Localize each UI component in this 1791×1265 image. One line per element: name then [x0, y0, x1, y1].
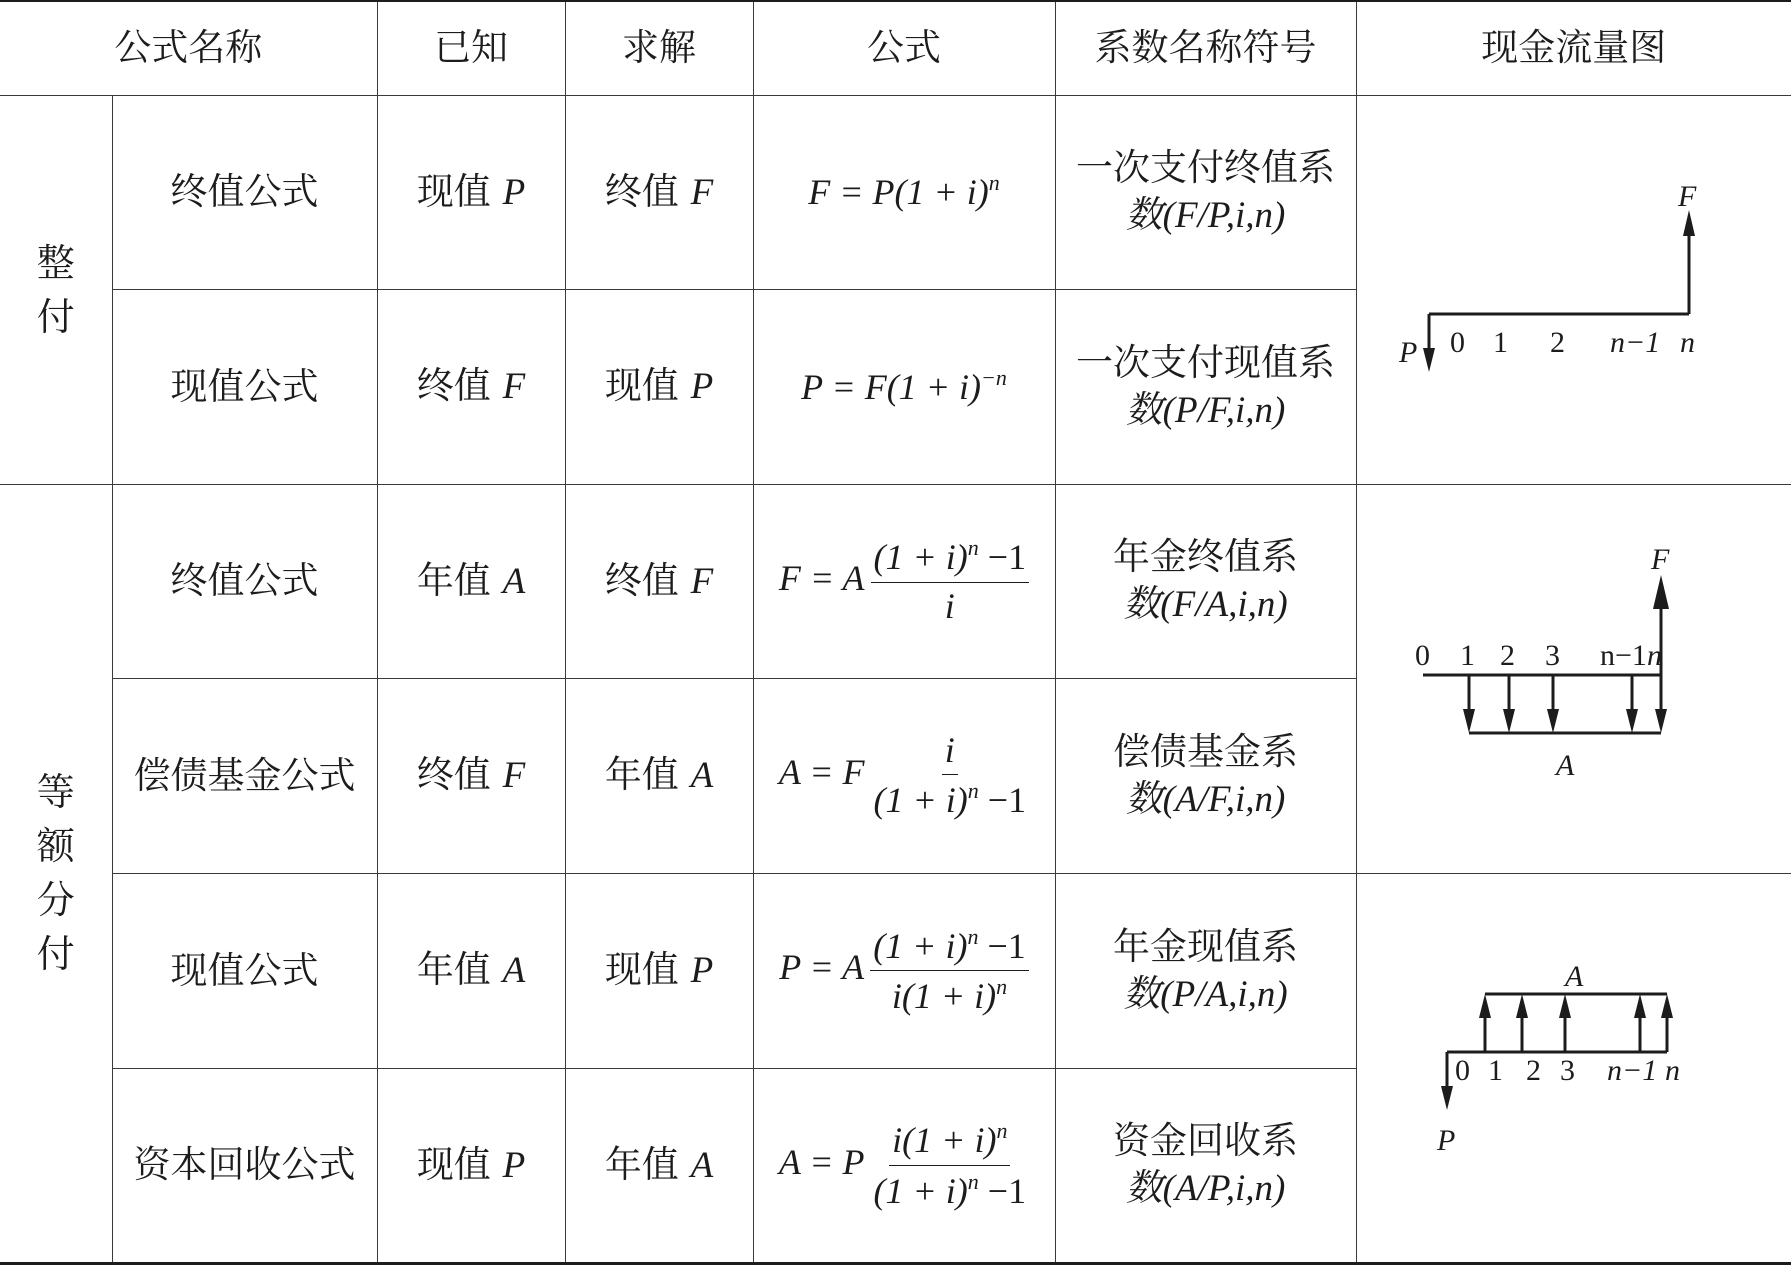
label-bottom: A — [1554, 749, 1575, 782]
header-name: 公式名称 — [0, 1, 377, 95]
tick-label: 3 — [1560, 1054, 1575, 1087]
tick-label: n — [1647, 639, 1662, 672]
cashflow-cell-2 — [1356, 484, 1791, 873]
arrowhead-down-icon — [1463, 709, 1667, 733]
tick-label: 0 — [1415, 639, 1430, 672]
row-name: 终值公式 — [112, 95, 377, 290]
tick-label: 3 — [1545, 639, 1560, 672]
arrowhead-up-icon — [1479, 994, 1673, 1018]
cashflow-cell-1 — [1356, 95, 1791, 484]
arrowhead-up-icon — [1683, 210, 1695, 236]
label-top: F — [1650, 543, 1670, 576]
row-name: 终值公式 — [112, 484, 377, 679]
row-solve: 现值 P — [565, 873, 753, 1068]
tick-label: n−1 — [1610, 326, 1660, 359]
tick-label: 1 — [1460, 639, 1475, 672]
header-known: 已知 — [377, 1, 565, 95]
row-name: 偿债基金公式 — [112, 679, 377, 874]
tick-label: 2 — [1526, 1054, 1541, 1087]
row-solve: 年值 A — [565, 1068, 753, 1263]
table-row — [0, 873, 1791, 1068]
header-row — [0, 1, 1791, 95]
label-top: F — [1677, 180, 1697, 213]
formula-cell: $F = P(1 + i)^n$ — [753, 95, 1055, 290]
group-equal: 等 额 分 付 — [0, 484, 112, 1263]
row-known: 终值 F — [377, 679, 565, 874]
formula-cell: $P = F(1 + i)^{-n}$ — [753, 290, 1055, 485]
tick-label: n — [1665, 1054, 1680, 1087]
coef-cell: 年金现值系 数(P/A,i,n) — [1055, 873, 1356, 1068]
row-known: 年值 A — [377, 873, 565, 1068]
row-solve: 现值 P — [565, 290, 753, 485]
label-top: A — [1563, 960, 1584, 993]
header-cashflow: 现金流量图 — [1356, 1, 1791, 95]
arrowhead-down-icon — [1441, 1086, 1453, 1110]
formula-cell: A = F $\frac{i}{(1 + i)^n -1}$ — [753, 679, 1055, 874]
tick-label: 0 — [1450, 326, 1465, 359]
formula-cell: F = A $\frac{(1 + i)^n -1}{i}$ — [753, 484, 1055, 679]
tick-label: 2 — [1550, 326, 1565, 359]
formula-cell: P = A $\frac{(1 + i)^n -1}{i(1 + i)^n}$ — [753, 873, 1055, 1068]
header-formula: 公式 — [753, 1, 1055, 95]
formula-cell: A = P $\frac{i(1 + i)^n}{(1 + i)^n -1}$ — [753, 1068, 1055, 1263]
header-coef: 系数名称符号 — [1055, 1, 1356, 95]
row-solve: 年值 A — [565, 679, 753, 874]
label-bottom: P — [1436, 1124, 1455, 1157]
row-name: 资本回收公式 — [112, 1068, 377, 1263]
coef-cell: 偿债基金系 数(A/F,i,n) — [1055, 679, 1356, 874]
tick-label: n — [1680, 326, 1695, 359]
tick-label: 0 — [1455, 1054, 1470, 1087]
tick-label: n−1 — [1607, 1054, 1657, 1087]
arrowhead-down-icon — [1423, 348, 1435, 372]
row-known: 现值 P — [377, 1068, 565, 1263]
row-name: 现值公式 — [112, 873, 377, 1068]
coef-cell: 资金回收系 数(A/P,i,n) — [1055, 1068, 1356, 1263]
coef-cell: 年金终值系 数(F/A,i,n) — [1055, 484, 1356, 679]
arrowhead-up-icon — [1653, 575, 1669, 609]
group-lump-sum: 整 付 — [0, 95, 112, 484]
header-solve: 求解 — [565, 1, 753, 95]
label-bottom: P — [1398, 336, 1417, 369]
row-solve: 终值 F — [565, 95, 753, 290]
cashflow-diagram-sinking-fund — [1357, 485, 1791, 861]
tick-label: n−1 — [1600, 639, 1647, 672]
coef-cell: 一次支付现值系 数(P/F,i,n) — [1055, 290, 1356, 485]
cashflow-diagram-lump-sum — [1357, 96, 1791, 472]
row-known: 终值 F — [377, 290, 565, 485]
tick-label: 1 — [1493, 326, 1508, 359]
tick-label: 2 — [1500, 639, 1515, 672]
table-row — [0, 95, 1791, 290]
tick-label: 1 — [1488, 1054, 1503, 1087]
row-name: 现值公式 — [112, 290, 377, 485]
row-known: 年值 A — [377, 484, 565, 679]
coef-cell: 一次支付终值系 数(F/P,i,n) — [1055, 95, 1356, 290]
cashflow-diagram-annuity-pv — [1357, 874, 1791, 1250]
row-solve: 终值 F — [565, 484, 753, 679]
row-known: 现值 P — [377, 95, 565, 290]
cashflow-cell-3 — [1356, 873, 1791, 1263]
table-row — [0, 484, 1791, 679]
